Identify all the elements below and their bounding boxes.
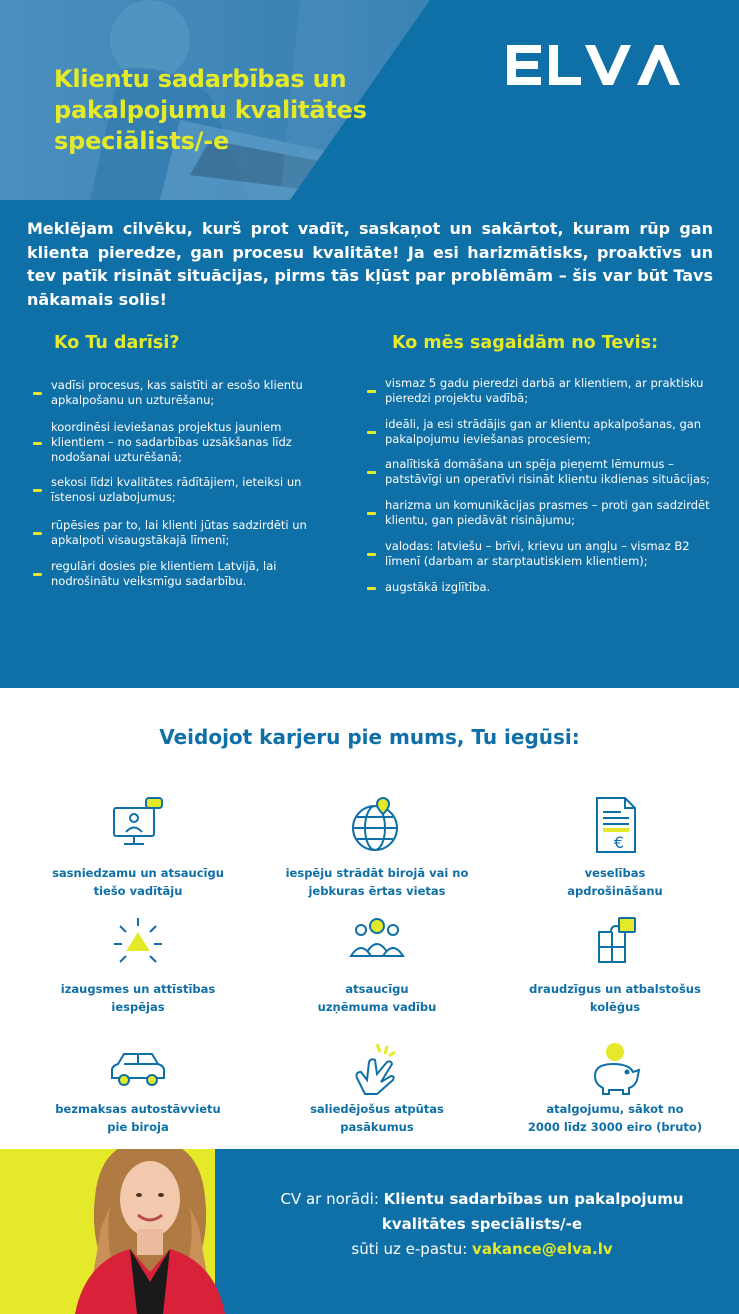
- benefit-label: jebkuras ērtas vietas: [308, 884, 446, 898]
- benefit-label: pie biroja: [107, 1120, 169, 1134]
- car-icon: [108, 1040, 168, 1100]
- list-item-text: vismaz 5 gadu pieredzi darbā ar klientiem, ar praktisku pieredzi projektu vadībā;: [385, 376, 704, 405]
- list-item: [367, 498, 724, 528]
- list-item-text: analītiskā domāšana un spēja pieņemt lēmumus – patstāvīgi un operatīvi risināt klientu ikdienas situācijas;: [385, 457, 710, 486]
- position-name-line1: Klientu sadarbības un pakalpojumu: [383, 1190, 684, 1208]
- list-item: [33, 420, 323, 465]
- benefit-label: iespēju strādāt birojā vai no: [285, 866, 469, 880]
- application-footer: [0, 1149, 739, 1314]
- benefit-label: iespējas: [111, 1000, 165, 1014]
- hero-banner: [0, 0, 739, 200]
- dash-bullet-icon: [367, 587, 376, 590]
- list-item: [33, 518, 323, 548]
- benefits-title: Veidojot karjeru pie mums, Tu iegūsi:: [159, 725, 580, 749]
- benefit-label: saliedējošus atpūtas: [310, 1102, 444, 1116]
- list-item: [367, 417, 724, 447]
- duties-title: Ko Tu darīsi?: [54, 333, 180, 353]
- elva-logo: [505, 42, 680, 88]
- benefit-label: draudzīgus un atbalstošus: [529, 982, 701, 996]
- dash-bullet-icon: [367, 431, 376, 434]
- benefit-label: 2000 līdz 3000 eiro (bruto): [527, 1120, 703, 1134]
- benefit-label: atsaucīgu: [345, 982, 409, 996]
- benefit-label: tiešo vadītāju: [93, 884, 183, 898]
- benefit-label: bezmaksas autostāvvietu: [55, 1102, 221, 1116]
- party-hand-icon: [347, 1040, 407, 1100]
- monitor-chat-icon: [108, 796, 168, 856]
- list-item: [367, 457, 724, 487]
- application-instructions: [262, 1187, 702, 1262]
- growth-triangle-icon: [108, 914, 168, 974]
- dash-bullet-icon: [33, 489, 42, 492]
- list-item: [367, 539, 724, 569]
- list-item: [33, 559, 323, 589]
- list-item: [367, 580, 724, 595]
- benefit-label: izaugsmes un attīstības: [60, 982, 216, 996]
- benefit-label: pasākumus: [340, 1120, 414, 1134]
- benefit-label: atalgojumu, sākot no: [546, 1102, 684, 1116]
- list-item-text: koordinēsi ieviešanas projektus jauniem klientiem – no sadarbības uzsākšanas līdz nodošanai uzturēšanā;: [51, 420, 292, 464]
- benefits-section: [0, 688, 739, 1149]
- list-item-text: augstākā izglītība.: [385, 580, 491, 594]
- dash-bullet-icon: [33, 442, 42, 445]
- benefit-label: uzņēmuma vadību: [317, 1000, 437, 1014]
- list-item-text: regulāri dosies pie klientiem Latvijā, lai nodrošinātu veiksmīgu sadarbību.: [51, 559, 277, 588]
- team-people-icon: [347, 914, 407, 974]
- list-item-text: vadīsi procesus, kas saistīti ar esošo klientu apkalpošanu un uzturēšanu;: [51, 378, 303, 407]
- dash-bullet-icon: [367, 553, 376, 556]
- list-item-text: sekosi līdzi kvalitātes rādītājiem, ieteiksi un īstenosi uzlabojumus;: [51, 475, 302, 504]
- list-item-text: valodas: latviešu – brīvi, krievu un angļu – vismaz B2 līmenī (darbam ar starptautiskiem klientiem);: [385, 539, 690, 568]
- dash-bullet-icon: [33, 532, 42, 535]
- dash-bullet-icon: [367, 390, 376, 393]
- piggy-bank-icon: [585, 1040, 645, 1100]
- position-name-line2: kvalitātes speciālists/-e: [381, 1215, 583, 1233]
- benefit-label: kolēģus: [589, 1000, 641, 1014]
- dash-bullet-icon: [367, 512, 376, 515]
- requirements-list: [367, 376, 724, 595]
- svg-text:€: €: [613, 833, 625, 852]
- dash-bullet-icon: [367, 471, 376, 474]
- send-to-text: sūti uz e-pastu:: [351, 1240, 473, 1258]
- recruiter-portrait-image: [55, 1149, 245, 1314]
- list-item-text: rūpēsies par to, lai klienti jūtas sadzirdēti un apkalpoti visaugstākajā līmenī;: [51, 518, 307, 547]
- list-item-text: harizma un komunikācijas prasmes – proti gan sadzirdēt klientu, gan piedāvāt risinājumu;: [385, 498, 710, 527]
- dash-bullet-icon: [33, 573, 42, 576]
- dash-bullet-icon: [33, 392, 42, 395]
- globe-pin-icon: [347, 796, 407, 856]
- intro-text: Meklējam cilvēku, kurš prot vadīt, saskaņot un sakārtot, kuram rūp gan klienta pieredze, gan procesu kvalitāte! Ja esi harizmātisks, proaktīvs un tev patīk risināt situācijas, pirms tās kļūst par problēmām – šis var būt Tavs nākamais solis!: [27, 219, 713, 309]
- duties-list: [33, 378, 323, 589]
- list-item: [367, 376, 724, 406]
- job-title: Klientu sadarbības un pakalpojumu kvalitātes speciālists/-e: [54, 65, 367, 155]
- requirements-title: Ko mēs sagaidām no Tevis:: [392, 333, 659, 353]
- list-item: [33, 378, 323, 408]
- puzzle-icon: [585, 914, 645, 974]
- cv-prefix-text: CV ar norādi:: [280, 1190, 384, 1208]
- list-item-text: ideāli, ja esi strādājis gan ar klientu apkalpošanas, gan pakalpojumu ieviešanas procesiem;: [385, 417, 702, 446]
- document-euro-icon: [585, 796, 645, 856]
- job-description-section: [0, 200, 739, 688]
- benefit-label: sasniedzamu un atsaucīgu: [52, 866, 224, 880]
- list-item: [33, 475, 323, 505]
- benefit-label: veselības: [584, 866, 646, 880]
- email-link[interactable]: vakance@elva.lv: [472, 1240, 613, 1258]
- benefit-label: apdrošināšanu: [567, 884, 663, 898]
